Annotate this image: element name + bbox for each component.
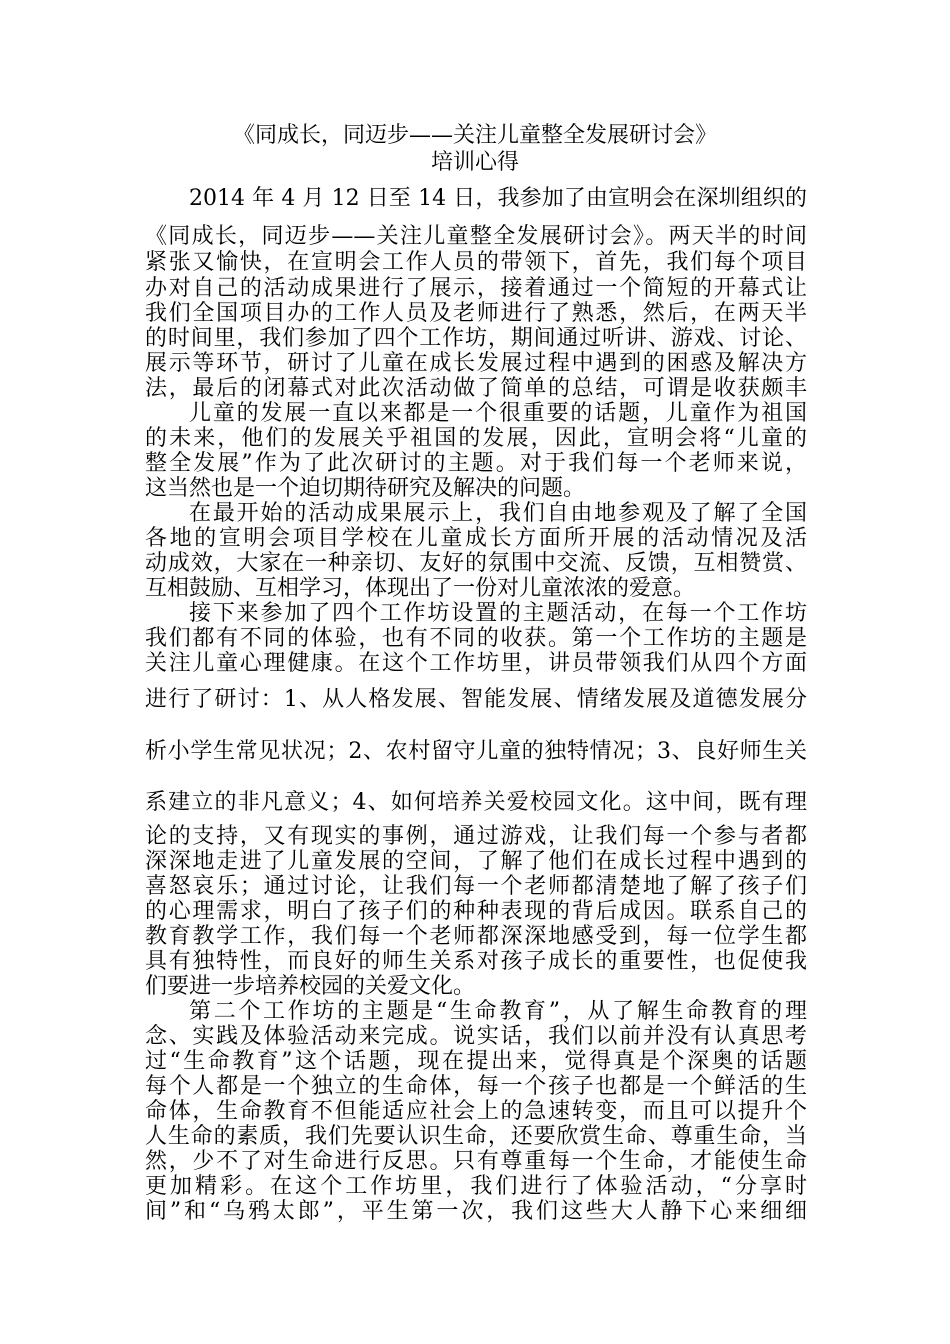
text-line: 儿童的发展一直以来都是一个很重要的话题，儿童作为祖国 [189,401,807,426]
text-line: 各地的宣明会项目学校在儿童成长方面所开展的活动情况及活 [145,526,807,551]
text-line: 《同成长，同迈步——关注儿童整全发展研讨会》。两天半的时间 [145,224,807,249]
text-line: 展示等环节，研讨了儿童在成长发展过程中遇到的困惑及解决方 [145,351,807,376]
text-line: 人生命的素质，我们先要认识生命，还要欣赏生命、尊重生命，当 [145,1124,807,1149]
text-line: 进行了研讨：1、从人格发展、智能发展、情绪发展及道德发展分 [145,687,807,712]
text-line: 论的支持，又有现实的事例，通过游戏，让我们每一个参与者都 [145,824,807,849]
text-line: 教育教学工作，我们每一个老师都深深地感受到，每一位学生都 [145,924,807,949]
text-line: 间”和“乌鸦太郎”，平生第一次，我们这些大人静下心来细细 [145,1199,807,1224]
text-line: 系建立的非凡意义；4、如何培养关爱校园文化。这中间，既有理 [145,790,807,815]
text-line: 这当然也是一个迫切期待研究及解决的问题。 [145,476,586,501]
text-line: 法，最后的闭幕式对此次活动做了简单的总结，可谓是收获颇丰 [145,376,807,401]
text-line: 的未来，他们的发展关乎祖国的发展，因此，宣明会将“儿童的 [145,426,807,451]
text-line: 动成效，大家在一种亲切、友好的氛围中交流、反馈，互相赞赏、 [145,551,807,576]
text-line: 每个人都是一个独立的生命体，每一个孩子也都是一个鲜活的生 [145,1074,807,1099]
text-line: 我们都有不同的体验，也有不同的收获。第一个工作坊的主题是 [145,626,807,651]
text-line: 我们全国项目办的工作人员及老师进行了熟悉，然后，在两天半 [145,301,807,326]
text-line: 整全发展”作为了此次研讨的主题。对于我们每一个老师来说， [145,451,807,476]
text-line: 办对自己的活动成果进行了展示，接着通过一个简短的开幕式让 [145,276,807,301]
text-line: 析小学生常见状况；2、农村留守儿童的独特情况；3、良好师生关 [145,739,807,764]
text-line: 在最开始的活动成果展示上，我们自由地参观及了解了全国 [189,501,807,526]
text-line: 紧张又愉快，在宣明会工作人员的带领下，首先，我们每个项目 [145,250,807,275]
text-line: 互相鼓励、互相学习，体现出了一份对儿童浓浓的爱意。 [145,576,696,601]
document-subtitle: 培训心得 [430,150,519,175]
text-line: 然，少不了对生命进行反思。只有尊重每一个生命，才能使生命 [145,1149,807,1174]
text-line: 具有独特性，而良好的师生关系对孩子成长的重要性，也促使我 [145,949,807,974]
text-line: 接下来参加了四个工作坊设置的主题活动，在每一个工作坊 [189,601,807,626]
text-line: 的时间里，我们参加了四个工作坊，期间通过听讲、游戏、讨论、 [145,326,807,351]
text-line: 念、实践及体验活动来完成。说实话，我们以前并没有认真思考 [145,1024,807,1049]
text-line: 喜怒哀乐；通过讨论，让我们每一个老师都清楚地了解了孩子们 [145,874,807,899]
text-line: 过“生命教育”这个话题，现在提出来，觉得真是个深奥的话题 [145,1049,807,1074]
document-title: 《同成长，同迈步——关注儿童整全发展研讨会》 [232,123,717,148]
text-line: 命体，生命教育不但能适应社会上的急速转变，而且可以提升个 [145,1099,807,1124]
text-line: 的心理需求，明白了孩子们的种种表现的背后成因。联系自己的 [145,899,807,924]
text-line: 们要进一步培养校园的关爱文化。 [145,974,476,999]
text-line: 深深地走进了儿童发展的空间，了解了他们在成长过程中遇到的 [145,849,807,874]
text-line: 更加精彩。在这个工作坊里，我们进行了体验活动，“分享时 [145,1174,807,1199]
text-line: 2014 年 4 月 12 日至 14 日，我参加了由宣明会在深圳组织的 [189,186,807,211]
text-line: 关注儿童心理健康。在这个工作坊里，讲员带领我们从四个方面 [145,651,807,676]
text-line: 第二个工作坊的主题是“生命教育”，从了解生命教育的理 [189,999,807,1024]
